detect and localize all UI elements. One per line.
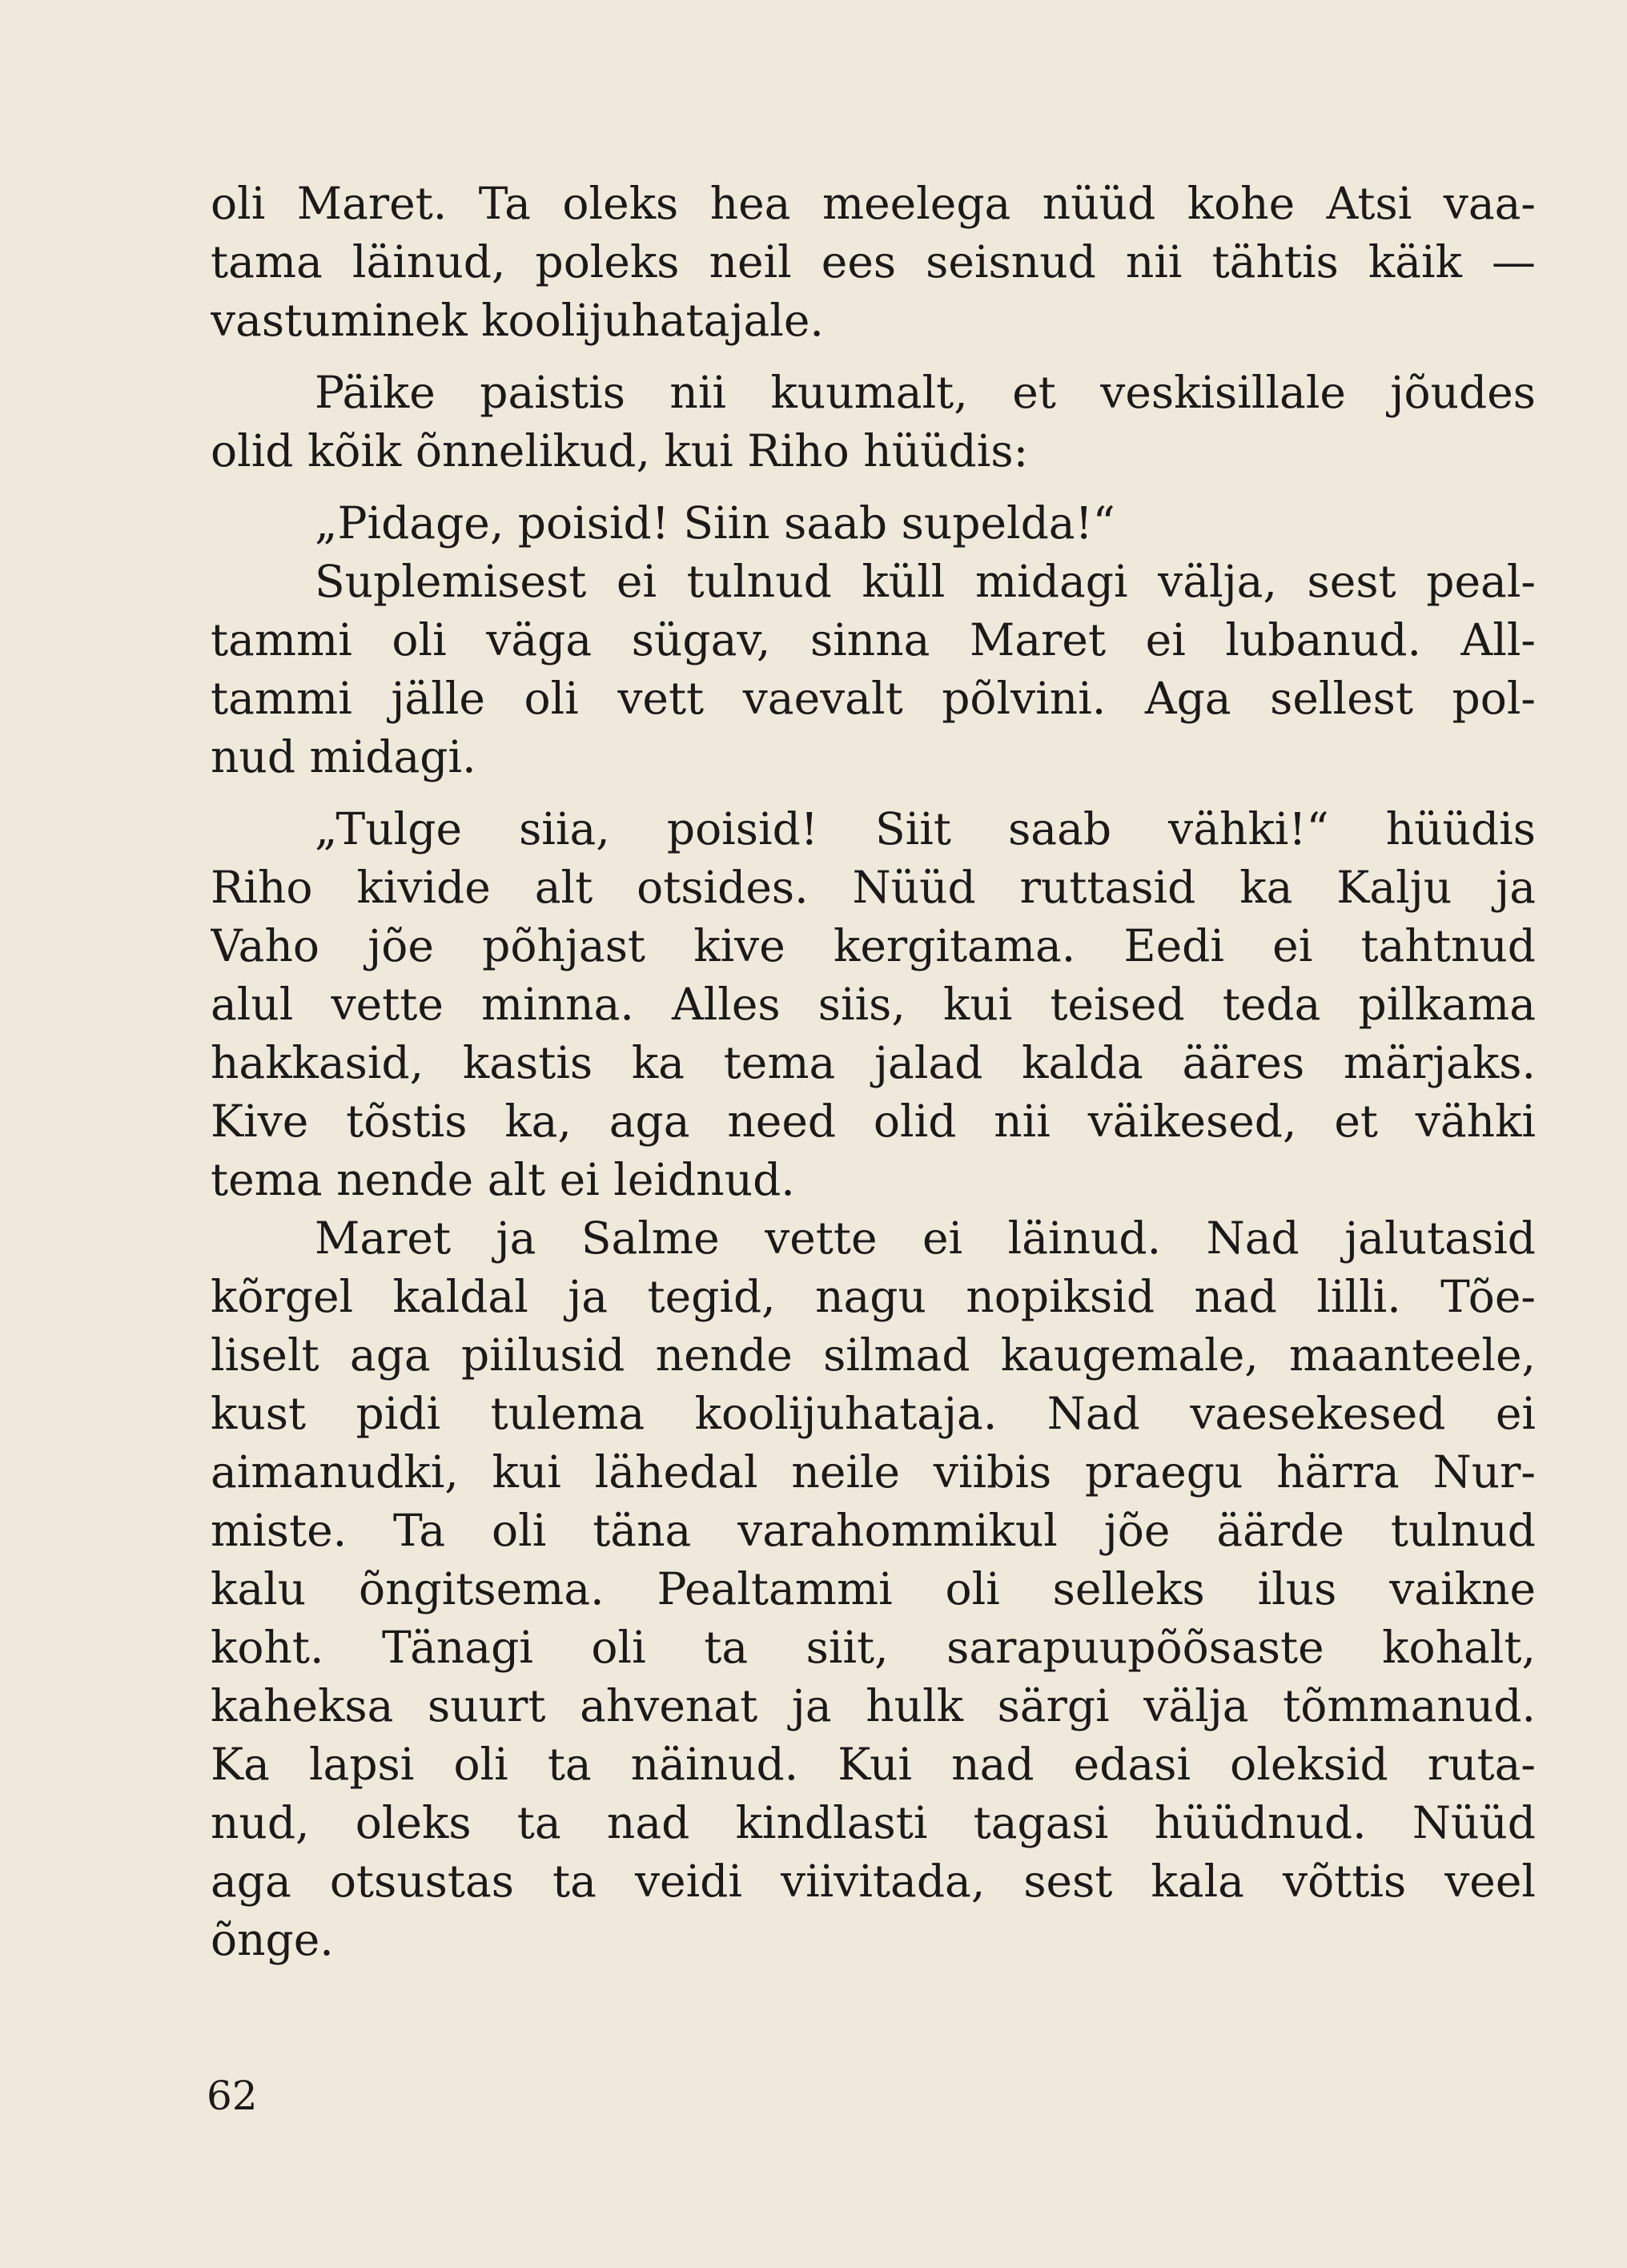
text-line: nud midagi. xyxy=(211,731,476,782)
text-line: koht. Tänagi oli ta siit, sarapuupõõsaste kohalt, xyxy=(211,1622,1536,1673)
text-line: kust pidi tulema koolijuhataja. Nad vaesekesed ei xyxy=(211,1388,1536,1439)
text-line: alul vette minna. Alles siis, kui teised teda pilkama xyxy=(211,979,1536,1030)
text-line: aimanudki, kui lähedal neile viibis praegu härra Nur- xyxy=(211,1446,1536,1498)
text-line: „Tulge siia, poisid! Siit saab vähki!“ hüüdis xyxy=(315,803,1536,855)
text-line: olid kõik õnnelikud, kui Riho hüüdis: xyxy=(211,425,1029,477)
text-line: tama läinud, poleks neil ees seisnud nii tähtis käik — xyxy=(211,236,1536,288)
text-line: Päike paistis nii kuumalt, et veskisillale jõudes xyxy=(315,367,1536,418)
text-line: aga otsustas ta veidi viivitada, sest kala võttis veel xyxy=(211,1856,1536,1907)
text-line: kaheksa suurt ahvenat ja hulk särgi välja tõmmanud. xyxy=(211,1680,1536,1731)
text-line: Kive tõstis ka, aga need olid nii väikesed, et vähki xyxy=(211,1096,1536,1147)
text-line: nud, oleks ta nad kindlasti tagasi hüüdnud. Nüüd xyxy=(211,1797,1536,1848)
text-line: tema nende alt ei leidnud. xyxy=(211,1154,795,1205)
text-line: Maret ja Salme vette ei läinud. Nad jalutasid xyxy=(315,1212,1536,1264)
text-line: Riho kivide alt otsides. Nüüd ruttasid ka Kalju ja xyxy=(211,862,1536,913)
text-line: miste. Ta oli täna varahommikul jõe äärde tulnud xyxy=(211,1505,1536,1556)
text-line: Suplemisest ei tulnud küll midagi välja, sest peal- xyxy=(315,556,1536,607)
body-text xyxy=(211,175,1536,1969)
text-line: kõrgel kaldal ja tegid, nagu nopiksid nad lilli. Tõe- xyxy=(211,1271,1536,1322)
text-line: tammi jälle oli vett vaevalt põlvini. Aga sellest pol- xyxy=(211,673,1536,724)
text-line: oli Maret. Ta oleks hea meelega nüüd kohe Atsi vaa- xyxy=(211,178,1536,229)
page-number: 62 xyxy=(207,2073,258,2119)
text-line: tammi oli väga sügav, sinna Maret ei lubanud. All- xyxy=(211,614,1536,666)
text-line: liselt aga piilusid nende silmad kaugemale, maanteele, xyxy=(211,1329,1536,1381)
text-line: „Pidage, poisid! Siin saab supelda!“ xyxy=(315,497,1115,549)
text-line: õnge. xyxy=(211,1914,334,1965)
text-line: hakkasid, kastis ka tema jalad kalda ääres märjaks. xyxy=(211,1037,1536,1088)
text-line: Ka lapsi oli ta näinud. Kui nad edasi oleksid ruta- xyxy=(211,1739,1536,1790)
text-line: kalu õngitsema. Pealtammi oli selleks ilus vaikne xyxy=(211,1563,1536,1615)
text-line: vastuminek koolijuhatajale. xyxy=(211,295,824,346)
text-line: Vaho jõe põhjast kive kergitama. Eedi ei tahtnud xyxy=(211,920,1536,971)
